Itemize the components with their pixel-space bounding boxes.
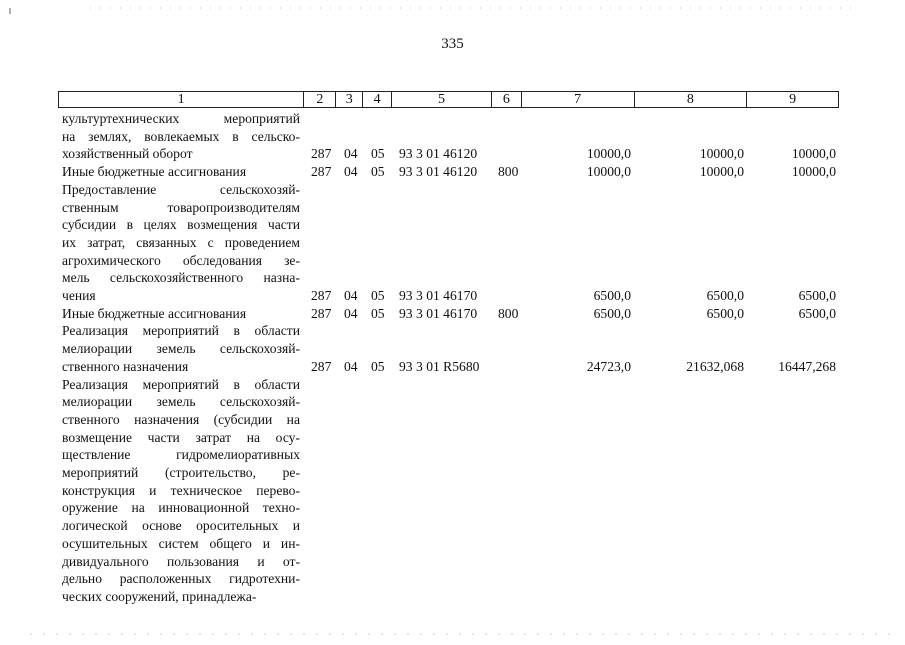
header-cell-8: 8 [635, 92, 748, 107]
description-line: ственным товаропроизводителям [62, 199, 300, 215]
description-line: ществление гидромелиоративных [62, 447, 300, 463]
header-cell-7: 7 [522, 92, 635, 107]
cell-9: 6500,0 [798, 305, 836, 321]
header-cell-3: 3 [336, 92, 363, 107]
description-line: мелиорации земель сельскохозяй- [62, 394, 300, 410]
description-line: культуртехнических мероприятий [62, 111, 300, 126]
description-line: мероприятий (строительство, ре- [62, 465, 300, 481]
cell-3: 04 [344, 164, 358, 180]
cell-7: 10000,0 [586, 146, 631, 162]
cell-3: 04 [344, 305, 358, 321]
cell-3: 04 [344, 358, 358, 374]
cell-9: 6500,0 [798, 288, 836, 303]
cell-6: 800 [498, 164, 519, 180]
cell-7: 6500,0 [593, 288, 631, 303]
cell-3: 04 [344, 146, 358, 162]
description-line: на землях, вовлекаемых в сельско- [62, 128, 300, 144]
row-description [62, 376, 300, 606]
description-line: конструкция и техническое перево- [62, 482, 300, 498]
header-cell-2: 2 [304, 92, 336, 107]
cell-4: 05 [371, 146, 385, 162]
cell-3: 04 [344, 288, 358, 303]
cell-2: 287 [311, 358, 332, 374]
description-line: осушительных систем общего и ин- [62, 535, 300, 551]
cell-9: 16447,268 [778, 358, 836, 374]
description-line: логической основе оросительных и [62, 518, 300, 534]
table-row [0, 358, 905, 376]
cell-5: 93 3 01 R5680 [399, 358, 480, 374]
cell-2: 287 [311, 146, 332, 162]
description-line: субсидии в целях возмещения части [62, 217, 300, 233]
header-cell-5: 5 [392, 92, 492, 107]
description-line: Предоставление сельскохозяй- [62, 181, 300, 197]
cell-2: 287 [311, 305, 332, 321]
description-line: Реализация мероприятий в области [62, 376, 300, 392]
table-row [0, 287, 905, 305]
cell-6: 800 [498, 305, 519, 321]
description-line: дельно расположенных гидротехни- [62, 571, 300, 587]
cell-8: 10000,0 [699, 146, 744, 162]
scan-noise-bottom [0, 622, 905, 640]
cell-8: 6500,0 [706, 305, 744, 321]
table-row [0, 145, 905, 163]
description-line: Реализация мероприятий в области [62, 323, 300, 339]
cell-4: 05 [371, 288, 385, 303]
header-cell-4: 4 [363, 92, 392, 107]
cell-2: 287 [311, 164, 332, 180]
description-line: агрохимического обследования зе- [62, 252, 300, 268]
header-cell-1: 1 [59, 92, 304, 107]
description-line: мель сельскохозяйственного назна- [62, 270, 300, 286]
description-line: ственного назначения [62, 358, 189, 374]
cell-9: 10000,0 [791, 146, 836, 162]
table-row [0, 305, 905, 323]
description-line: хозяйственный оборот [62, 146, 193, 162]
description-line: их затрат, связанных с проведением [62, 234, 300, 250]
cell-7: 10000,0 [586, 164, 631, 180]
cell-4: 05 [371, 358, 385, 374]
table-header [58, 91, 839, 108]
cell-8: 21632,068 [686, 358, 744, 374]
cell-7: 24723,0 [586, 358, 631, 374]
cell-2: 287 [311, 288, 332, 303]
scan-noise-top [0, 0, 905, 14]
description-line: дивидуального пользования и от- [62, 553, 300, 569]
cell-5: 93 3 01 46120 [399, 164, 478, 180]
cell-5: 93 3 01 46170 [399, 288, 478, 303]
table-row [0, 163, 905, 181]
cell-4: 05 [371, 305, 385, 321]
cell-8: 6500,0 [706, 288, 744, 303]
description-line: ственного назначения (субсидии на [62, 411, 300, 427]
page-number: 335 [441, 36, 464, 52]
description-line: Иные бюджетные ассигнования [62, 305, 247, 321]
description-line: возмещение части затрат на осу- [62, 429, 300, 445]
cell-7: 6500,0 [593, 305, 631, 321]
description-line: Иные бюджетные ассигнования [62, 164, 247, 180]
cell-5: 93 3 01 46170 [399, 305, 478, 321]
description-line: оружение на инновационной техно- [62, 500, 300, 516]
cell-4: 05 [371, 164, 385, 180]
description-line: чения [62, 288, 96, 304]
header-cell-6: 6 [492, 92, 522, 107]
header-cell-9: 9 [789, 92, 797, 107]
cell-9: 10000,0 [791, 164, 836, 180]
description-line: ческих сооружений, принадлежа- [62, 588, 257, 604]
cell-5: 93 3 01 46120 [399, 146, 478, 162]
cell-8: 10000,0 [699, 164, 744, 180]
description-line: мелиорации земель сельскохозяй- [62, 341, 300, 357]
